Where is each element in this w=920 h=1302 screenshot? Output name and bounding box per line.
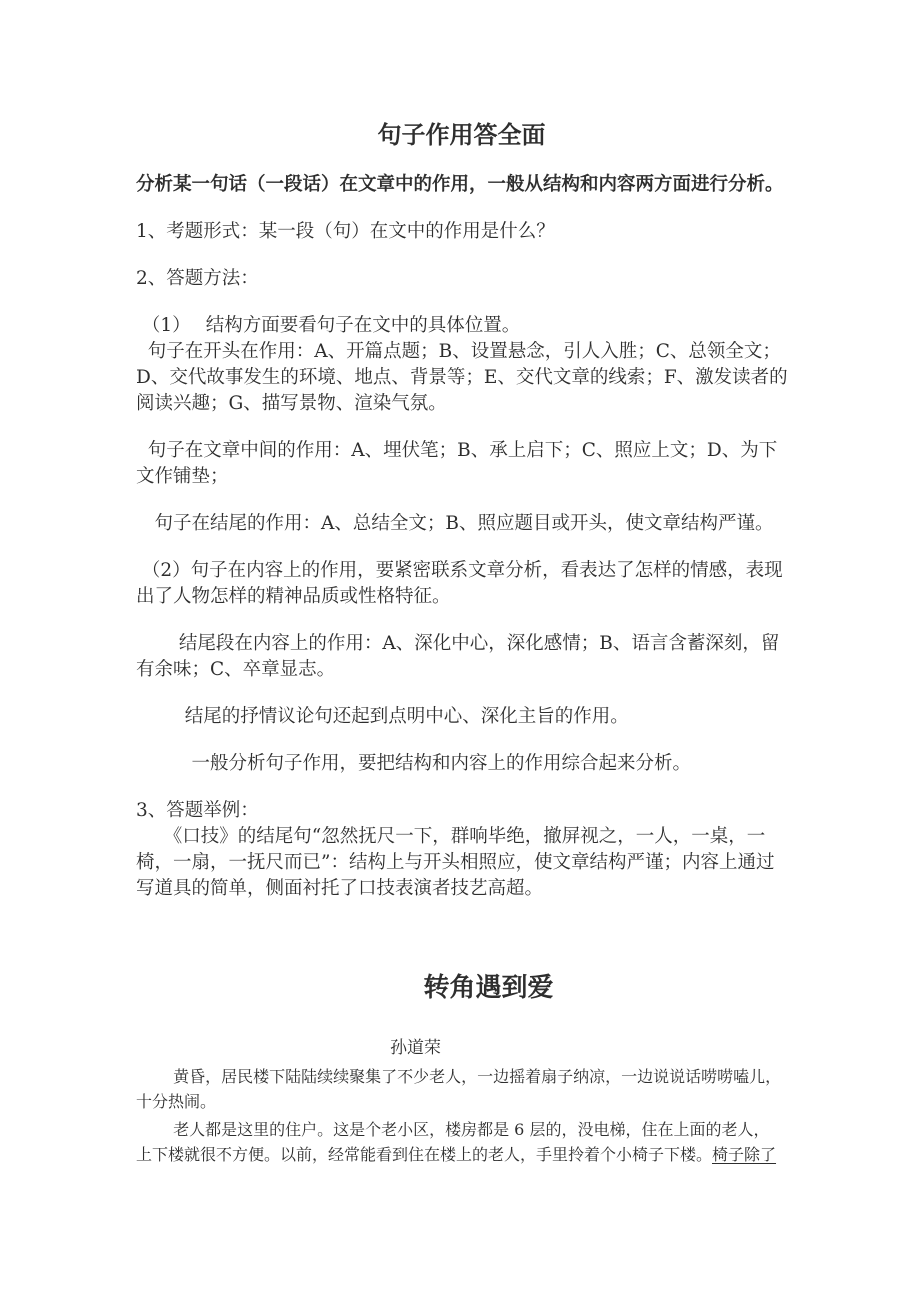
article-sentence-function-guide <box>136 119 787 902</box>
text-segment: 写道具的简单，侧面衬托了口技表演者技艺高超。 <box>136 878 544 899</box>
text-line <box>136 219 787 245</box>
text-segment: （2）句子在内容上的作用，要紧密联系文章分析，看表达了怎样的情感，表现 <box>136 560 783 581</box>
paragraph <box>136 219 787 245</box>
text-segment: 2、答题方法： <box>136 268 259 289</box>
paragraph <box>136 438 787 490</box>
text-segment: 句子在开头在作用：A、开篇点题；B、设置悬念，引人入胜；C、总领全文； <box>136 341 781 362</box>
text-segment: 有余味；C、卒章显志。 <box>136 659 336 680</box>
paragraph <box>136 1117 787 1167</box>
text-segment: 阅读兴趣；G、描写景物、渲染气氛。 <box>136 393 447 414</box>
text-segment: 文作铺垫； <box>136 466 229 487</box>
text-line <box>136 850 787 876</box>
text-line <box>136 584 787 610</box>
text-segment: 结尾的抒情议论句还起到点明中心、深化主旨的作用。 <box>136 706 629 727</box>
text-line <box>136 751 787 777</box>
paragraph <box>136 798 787 902</box>
text-line <box>136 1089 787 1114</box>
text-line <box>136 266 787 292</box>
text-segment: 出了人物怎样的精神品质或性格特征。 <box>136 586 451 607</box>
paragraph <box>136 266 787 292</box>
text-segment: 上下楼就很不方便。以前，经常能看到住在楼上的老人，手里拎着个小椅子下楼。 <box>136 1145 713 1164</box>
text-segment: （1） 结构方面要看句子在文中的具体位置。 <box>136 315 521 336</box>
text-line <box>136 1117 787 1142</box>
text-segment: 《口技》的结尾句“忽然抚尺一下，群响毕绝，撤屏视之，一人，一桌，一 <box>136 826 766 847</box>
text-line <box>136 824 787 850</box>
article-title: 句子作用答全面 <box>377 120 546 149</box>
document-content <box>0 119 787 1167</box>
text-segment: 句子在文章中间的作用：A、埋伏笔；B、承上启下；C、照应上文；D、为下 <box>136 440 778 461</box>
text-segment: 句子在结尾的作用：A、总结全文；B、照应题目或开头，使文章结构严谨。 <box>136 513 774 534</box>
text-segment: 分析某一句话（一段话）在文章中的作用，一般从结构和内容两方面进行分析。 <box>136 174 784 195</box>
paragraph <box>136 631 787 683</box>
text-line <box>136 313 787 339</box>
paragraph <box>136 313 787 417</box>
text-line <box>136 1064 787 1089</box>
text-segment: D、交代故事发生的环境、地点、背景等；E、交代文章的线索；F、激发读者的 <box>136 367 788 388</box>
text-line <box>136 704 787 730</box>
text-line <box>136 339 787 365</box>
article-title: 转角遇到爱 <box>423 973 554 1003</box>
text-segment: 黄昏，居民楼下陆陆续续聚集了不少老人，一边摇着扇子纳凉，一边说说话唠唠嗑儿， <box>136 1067 782 1086</box>
text-line <box>136 464 787 490</box>
text-line <box>136 172 787 198</box>
text-line <box>136 876 787 902</box>
article-author: 孙道荣 <box>390 1038 441 1058</box>
article-love-around-the-corner <box>136 971 787 1167</box>
text-line <box>136 558 787 584</box>
text-segment: 十分热闹。 <box>136 1092 217 1111</box>
text-segment: 椅，一扇，一抚尺而已”：结构上与开头相照应，使文章结构严谨；内容上通过 <box>136 852 775 873</box>
text-line <box>136 657 787 683</box>
text-line <box>136 511 787 537</box>
text-segment: 结尾段在内容上的作用：A、深化中心，深化感情；B、语言含蓄深刻，留 <box>136 633 780 654</box>
text-segment: 3、答题举例： <box>136 800 259 821</box>
text-segment: 老人都是这里的住户。这是个老小区，楼房都是 6 层的，没电梯，住在上面的老人， <box>136 1120 770 1139</box>
text-line <box>136 438 787 464</box>
text-line <box>136 365 787 391</box>
text-line <box>136 1142 787 1167</box>
underlined-text: 椅子除了 <box>712 1145 777 1164</box>
paragraph <box>136 704 787 730</box>
text-line <box>136 391 787 417</box>
paragraph <box>136 558 787 610</box>
paragraph <box>136 1064 787 1114</box>
paragraph <box>136 751 787 777</box>
text-line <box>136 798 787 824</box>
paragraph <box>136 511 787 537</box>
text-line <box>136 631 787 657</box>
text-segment: 一般分析句子作用，要把结构和内容上的作用综合起来分析。 <box>136 753 692 774</box>
paragraph <box>136 172 787 198</box>
text-segment: 1、考题形式：某一段（句）在文中的作用是什么？ <box>136 221 555 242</box>
